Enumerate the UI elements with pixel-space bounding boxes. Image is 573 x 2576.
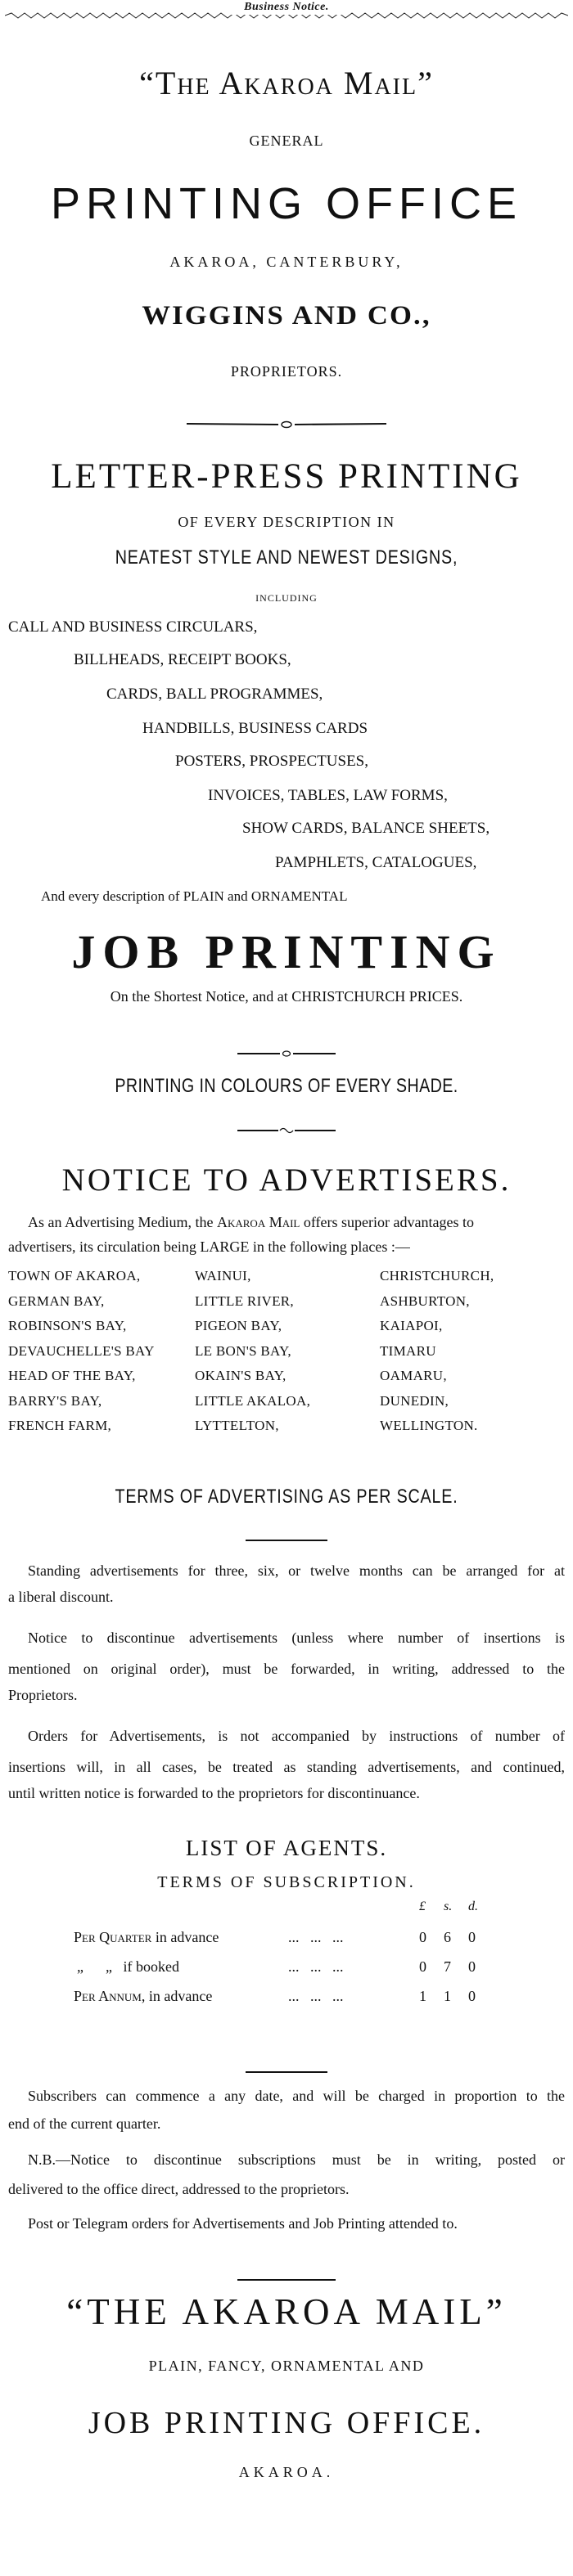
rate-period: Per Quarter (74, 1928, 152, 1945)
shillings-label: s. (444, 1899, 453, 1913)
paragraph-line: Proprietors. (8, 1687, 78, 1703)
leader-dots: ... ... ... (288, 1987, 344, 2004)
service-item: BILLHEADS, RECEIPT BOOKS, (74, 651, 291, 668)
table-row (74, 1922, 493, 1952)
terms-advertising-line: TERMS OF ADVERTISING AS PER SCALE. (115, 1486, 458, 1508)
short-rule (237, 2279, 336, 2281)
town: WAINUI, (195, 1268, 251, 1284)
town: BARRY'S BAY, (8, 1392, 102, 1409)
table-row (74, 1952, 493, 1981)
town: LITTLE RIVER, (195, 1292, 294, 1309)
rate-label (74, 1952, 288, 1981)
agents-heading: LIST OF AGENTS. (185, 1836, 388, 1860)
town: TOWN OF AKAROA, (8, 1268, 141, 1284)
paragraph-line: Notice to discontinue advertisements (unless where number of insertions is (28, 1630, 565, 1646)
town: CHRISTCHURCH, (380, 1268, 494, 1284)
proprietors-label: PROPRIETORS. (230, 363, 343, 380)
service-item: CALL AND BUSINESS CIRCULARS, (8, 618, 258, 636)
running-head: Business Notice. (229, 0, 344, 15)
footer-paper-name: “THE AKAROA MAIL” (66, 2291, 507, 2332)
subscription-heading: TERMS OF SUBSCRIPTION. (157, 1873, 416, 1891)
paragraph-line: N.B.—Notice to discontinue subscriptions must be in writing, posted or (28, 2151, 565, 2168)
plain-ornamental-line: And every description of PLAIN and ORNAMENTAL (41, 888, 348, 904)
town: OKAIN'S BAY, (195, 1368, 286, 1383)
rate-shillings: 7 (444, 1958, 451, 1975)
intro-text-a: As an Advertising Medium, the (28, 1214, 217, 1230)
short-rule (246, 1540, 327, 1541)
subscription-rates-table (74, 1922, 493, 2011)
shortest-notice-line: On the Shortest Notice, and at CHRISTCHURCH PRICES. (110, 988, 463, 1005)
printing-office-title: PRINTING OFFICE (51, 179, 522, 228)
rate-pounds: 0 (419, 1958, 426, 1975)
currency-header (419, 1899, 493, 1914)
town: ASHBURTON, (380, 1292, 470, 1309)
town: LE BON'S BAY, (195, 1342, 291, 1359)
intro-text-b: offers superior advantages to (300, 1214, 474, 1230)
town: GERMAN BAY, (8, 1292, 105, 1309)
discontinue-ads-paragraph-l2 (8, 1656, 565, 1708)
ornamental-rule (237, 1126, 336, 1135)
rate-period: „ „ (77, 1958, 112, 1975)
paragraph-line: Orders for Advertisements, is not accompanied by instructions of number of (28, 1728, 565, 1744)
service-item: HANDBILLS, BUSINESS CARDS (142, 720, 368, 737)
rate-period: Per Annum, (74, 1987, 146, 2004)
paragraph-line: end of the current quarter. (8, 2115, 161, 2132)
post-telegram-line: Post or Telegram orders for Advertisements and Job Printing attended to. (28, 2215, 458, 2232)
rate-pence: 0 (468, 1958, 476, 1975)
paragraph-line: Standing advertisements for three, six, or twelve months can be arranged for at (28, 1562, 565, 1579)
rate-pounds: 1 (419, 1987, 426, 2004)
town: DUNEDIN, (380, 1392, 449, 1409)
town: LITTLE AKALOA, (195, 1392, 311, 1409)
paragraph-line: a liberal discount. (8, 1589, 114, 1605)
town: WELLINGTON. (380, 1418, 478, 1433)
service-item: CARDS, BALL PROGRAMMES, (106, 686, 323, 703)
intro-paper-name: Akaroa Mail (216, 1214, 300, 1230)
leader-dots: ... ... ... (288, 1958, 344, 1975)
town: OAMARU, (380, 1368, 447, 1383)
short-rule (246, 2071, 327, 2073)
paragraph-line: until written notice is forwarded to the proprietors for discontinuance. (8, 1785, 420, 1801)
ornamental-rule (187, 419, 386, 430)
rate-label (74, 1981, 288, 2011)
service-item: SHOW CARDS, BALANCE SHEETS, (242, 820, 490, 837)
paper-name-title: “The Akaroa Mail” (139, 65, 434, 101)
town: FRENCH FARM, (8, 1418, 112, 1433)
rate-condition: in advance (145, 1987, 213, 2004)
footer-town: AKAROA. (238, 2464, 335, 2480)
letterpress-line1: OF EVERY DESCRIPTION IN (178, 514, 395, 530)
town: ROBINSON'S BAY, (8, 1318, 127, 1333)
ornamental-rule (237, 1049, 336, 1059)
town: HEAD OF THE BAY, (8, 1368, 136, 1383)
footer-plain-fancy-line: PLAIN, FANCY, ORNAMENTAL AND (148, 2358, 425, 2374)
general-label: GENERAL (249, 133, 324, 149)
rate-shillings: 1 (444, 1987, 451, 2004)
pounds-label: £ (419, 1899, 426, 1913)
table-row (74, 1981, 493, 2011)
paragraph-line: insertions will, in all cases, be treated as standing advertisements, and continued, (8, 1759, 565, 1775)
rate-pence: 0 (468, 1928, 476, 1945)
rate-condition: if booked (111, 1958, 179, 1975)
rate-label (74, 1922, 288, 1952)
paragraph-line: delivered to the office direct, addressed to the proprietors. (8, 2181, 350, 2197)
rate-condition: in advance (151, 1928, 219, 1945)
town: LYTTELTON, (195, 1418, 279, 1433)
pence-label: d. (468, 1899, 478, 1913)
town: KAIAPOI, (380, 1318, 443, 1333)
paragraph-line: Subscribers can commence a any date, and will be charged in proportion to the (28, 2088, 565, 2104)
town: TIMARU (380, 1342, 436, 1359)
service-item: PAMPHLETS, CATALOGUES, (275, 854, 477, 871)
leader-dots: ... ... ... (288, 1928, 344, 1945)
location-line: AKAROA, CANTERBURY, (169, 254, 404, 270)
advertisers-heading: NOTICE TO ADVERTISERS. (61, 1162, 512, 1198)
colours-line: PRINTING IN COLOURS OF EVERY SHADE. (115, 1075, 458, 1097)
advertisers-intro (28, 1214, 474, 1231)
town: PIGEON BAY, (195, 1318, 282, 1333)
footer-office-title: JOB PRINTING OFFICE. (88, 2406, 485, 2440)
service-item: INVOICES, TABLES, LAW FORMS, (208, 787, 448, 804)
letterpress-line2: NEATEST STYLE AND NEWEST DESIGNS, (115, 546, 458, 569)
rate-pounds: 0 (419, 1928, 426, 1945)
paragraph-line: mentioned on original order), must be forwarded, in writing, addressed to the (8, 1661, 565, 1677)
job-printing-heading: JOB PRINTING (71, 925, 502, 978)
letterpress-heading: LETTER-PRESS PRINTING (51, 457, 522, 496)
firm-name: WIGGINS AND CO., (142, 301, 431, 330)
rate-pence: 0 (468, 1987, 476, 2004)
service-item: POSTERS, PROSPECTUSES, (175, 753, 368, 770)
town: DEVAUCHELLE'S BAY (8, 1342, 155, 1359)
advertisers-intro-line2: advertisers, its circulation being LARGE in the following places :— (8, 1239, 410, 1255)
rate-shillings: 6 (444, 1928, 451, 1945)
including-label: INCLUDING (255, 592, 318, 604)
